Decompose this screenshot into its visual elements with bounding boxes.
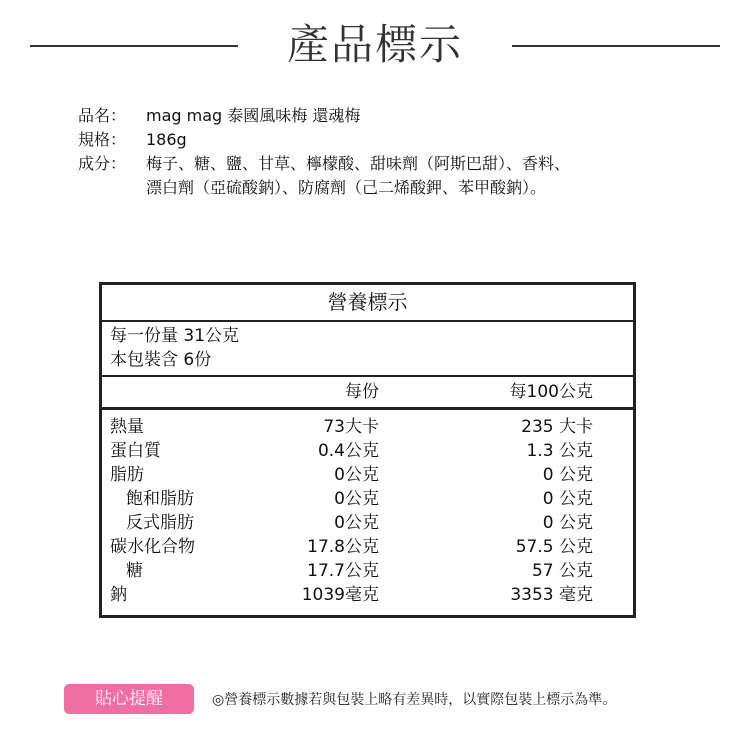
nutrient-row-sugar: [102, 559, 633, 583]
nutrition-rows: [102, 410, 633, 607]
nutrient-name: 脂肪: [110, 465, 144, 485]
nutrition-title: 營養標示: [102, 285, 633, 322]
nutrient-per-serving: 17.8公克: [307, 537, 379, 557]
product-spec-value: 186g: [146, 130, 187, 149]
nutrient-per-100g: 0 公克: [542, 465, 593, 485]
nutrient-row-saturated-fat: [102, 487, 633, 511]
nutrient-name: 飽和脂肪: [126, 489, 194, 509]
nutrient-name: 熱量: [110, 417, 144, 437]
nutrient-name: 糖: [126, 561, 143, 581]
ingredients-line-1: 梅子、糖、鹽、甘草、檸檬酸、甜味劑（阿斯巴甜）、香料、: [146, 154, 571, 173]
nutrient-name: 碳水化合物: [110, 537, 195, 557]
nutrient-row-sodium: [102, 583, 633, 607]
reminder: [64, 684, 616, 714]
product-name-label: 品名：: [78, 106, 127, 125]
serving-size: 每一份量 31公克: [110, 326, 240, 346]
page-header: [0, 12, 750, 78]
nutrient-per-serving: 1039毫克: [301, 585, 379, 605]
nutrient-name: 鈉: [110, 585, 127, 605]
ingredients-line-2: 漂白劑（亞硫酸鈉）、防腐劑（己二烯酸鉀、苯甲酸鈉）。: [146, 178, 547, 197]
product-info: [78, 104, 718, 200]
title-divider-right: [512, 45, 720, 47]
nutrient-per-100g: 57 公克: [531, 561, 593, 581]
product-spec-label: 規格：: [78, 130, 127, 149]
nutrient-per-serving: 0公克: [334, 465, 379, 485]
ingredients-label: 成分：: [78, 154, 127, 173]
nutrient-per-100g: 3353 毫克: [510, 585, 593, 605]
nutrient-per-serving: 0公克: [334, 489, 379, 509]
nutrient-per-100g: 235 大卡: [521, 417, 593, 437]
product-name-value: mag mag 泰國風味梅 還魂梅: [146, 106, 361, 125]
column-per-100g: 每100公克: [509, 382, 593, 402]
nutrient-name: 蛋白質: [110, 441, 161, 461]
nutrient-per-100g: 0 公克: [542, 489, 593, 509]
nutrition-column-header: [102, 377, 633, 410]
reminder-note: ◎營養標示數據若與包裝上略有差異時，以實際包裝上標示為準。: [212, 692, 617, 708]
nutrient-name: 反式脂肪: [126, 513, 194, 533]
ingredients-value: [146, 152, 718, 200]
nutrient-per-100g: 57.5 公克: [515, 537, 593, 557]
nutrient-row-fat: [102, 463, 633, 487]
servings-per-package: 本包裝含 6份: [110, 350, 212, 370]
nutrient-row-calories: [102, 415, 633, 439]
nutrient-row-carbohydrate: [102, 535, 633, 559]
nutrient-per-serving: 73大卡: [323, 417, 379, 437]
serving-info: [102, 322, 633, 377]
title-divider-left: [30, 45, 238, 47]
column-per-serving: 每份: [345, 382, 379, 402]
product-spec-row: [78, 128, 718, 152]
nutrient-per-serving: 17.7公克: [307, 561, 379, 581]
reminder-badge: 貼心提醒: [64, 684, 194, 714]
nutrient-per-100g: 1.3 公克: [526, 441, 593, 461]
page-title: 產品標示: [286, 20, 463, 69]
ingredients-row: [78, 152, 718, 200]
nutrient-per-serving: 0公克: [334, 513, 379, 533]
nutrient-per-serving: 0.4公克: [317, 441, 379, 461]
product-name-row: [78, 104, 718, 128]
nutrient-row-trans-fat: [102, 511, 633, 535]
nutrient-per-100g: 0 公克: [542, 513, 593, 533]
nutrient-row-protein: [102, 439, 633, 463]
nutrition-table: [99, 282, 636, 618]
